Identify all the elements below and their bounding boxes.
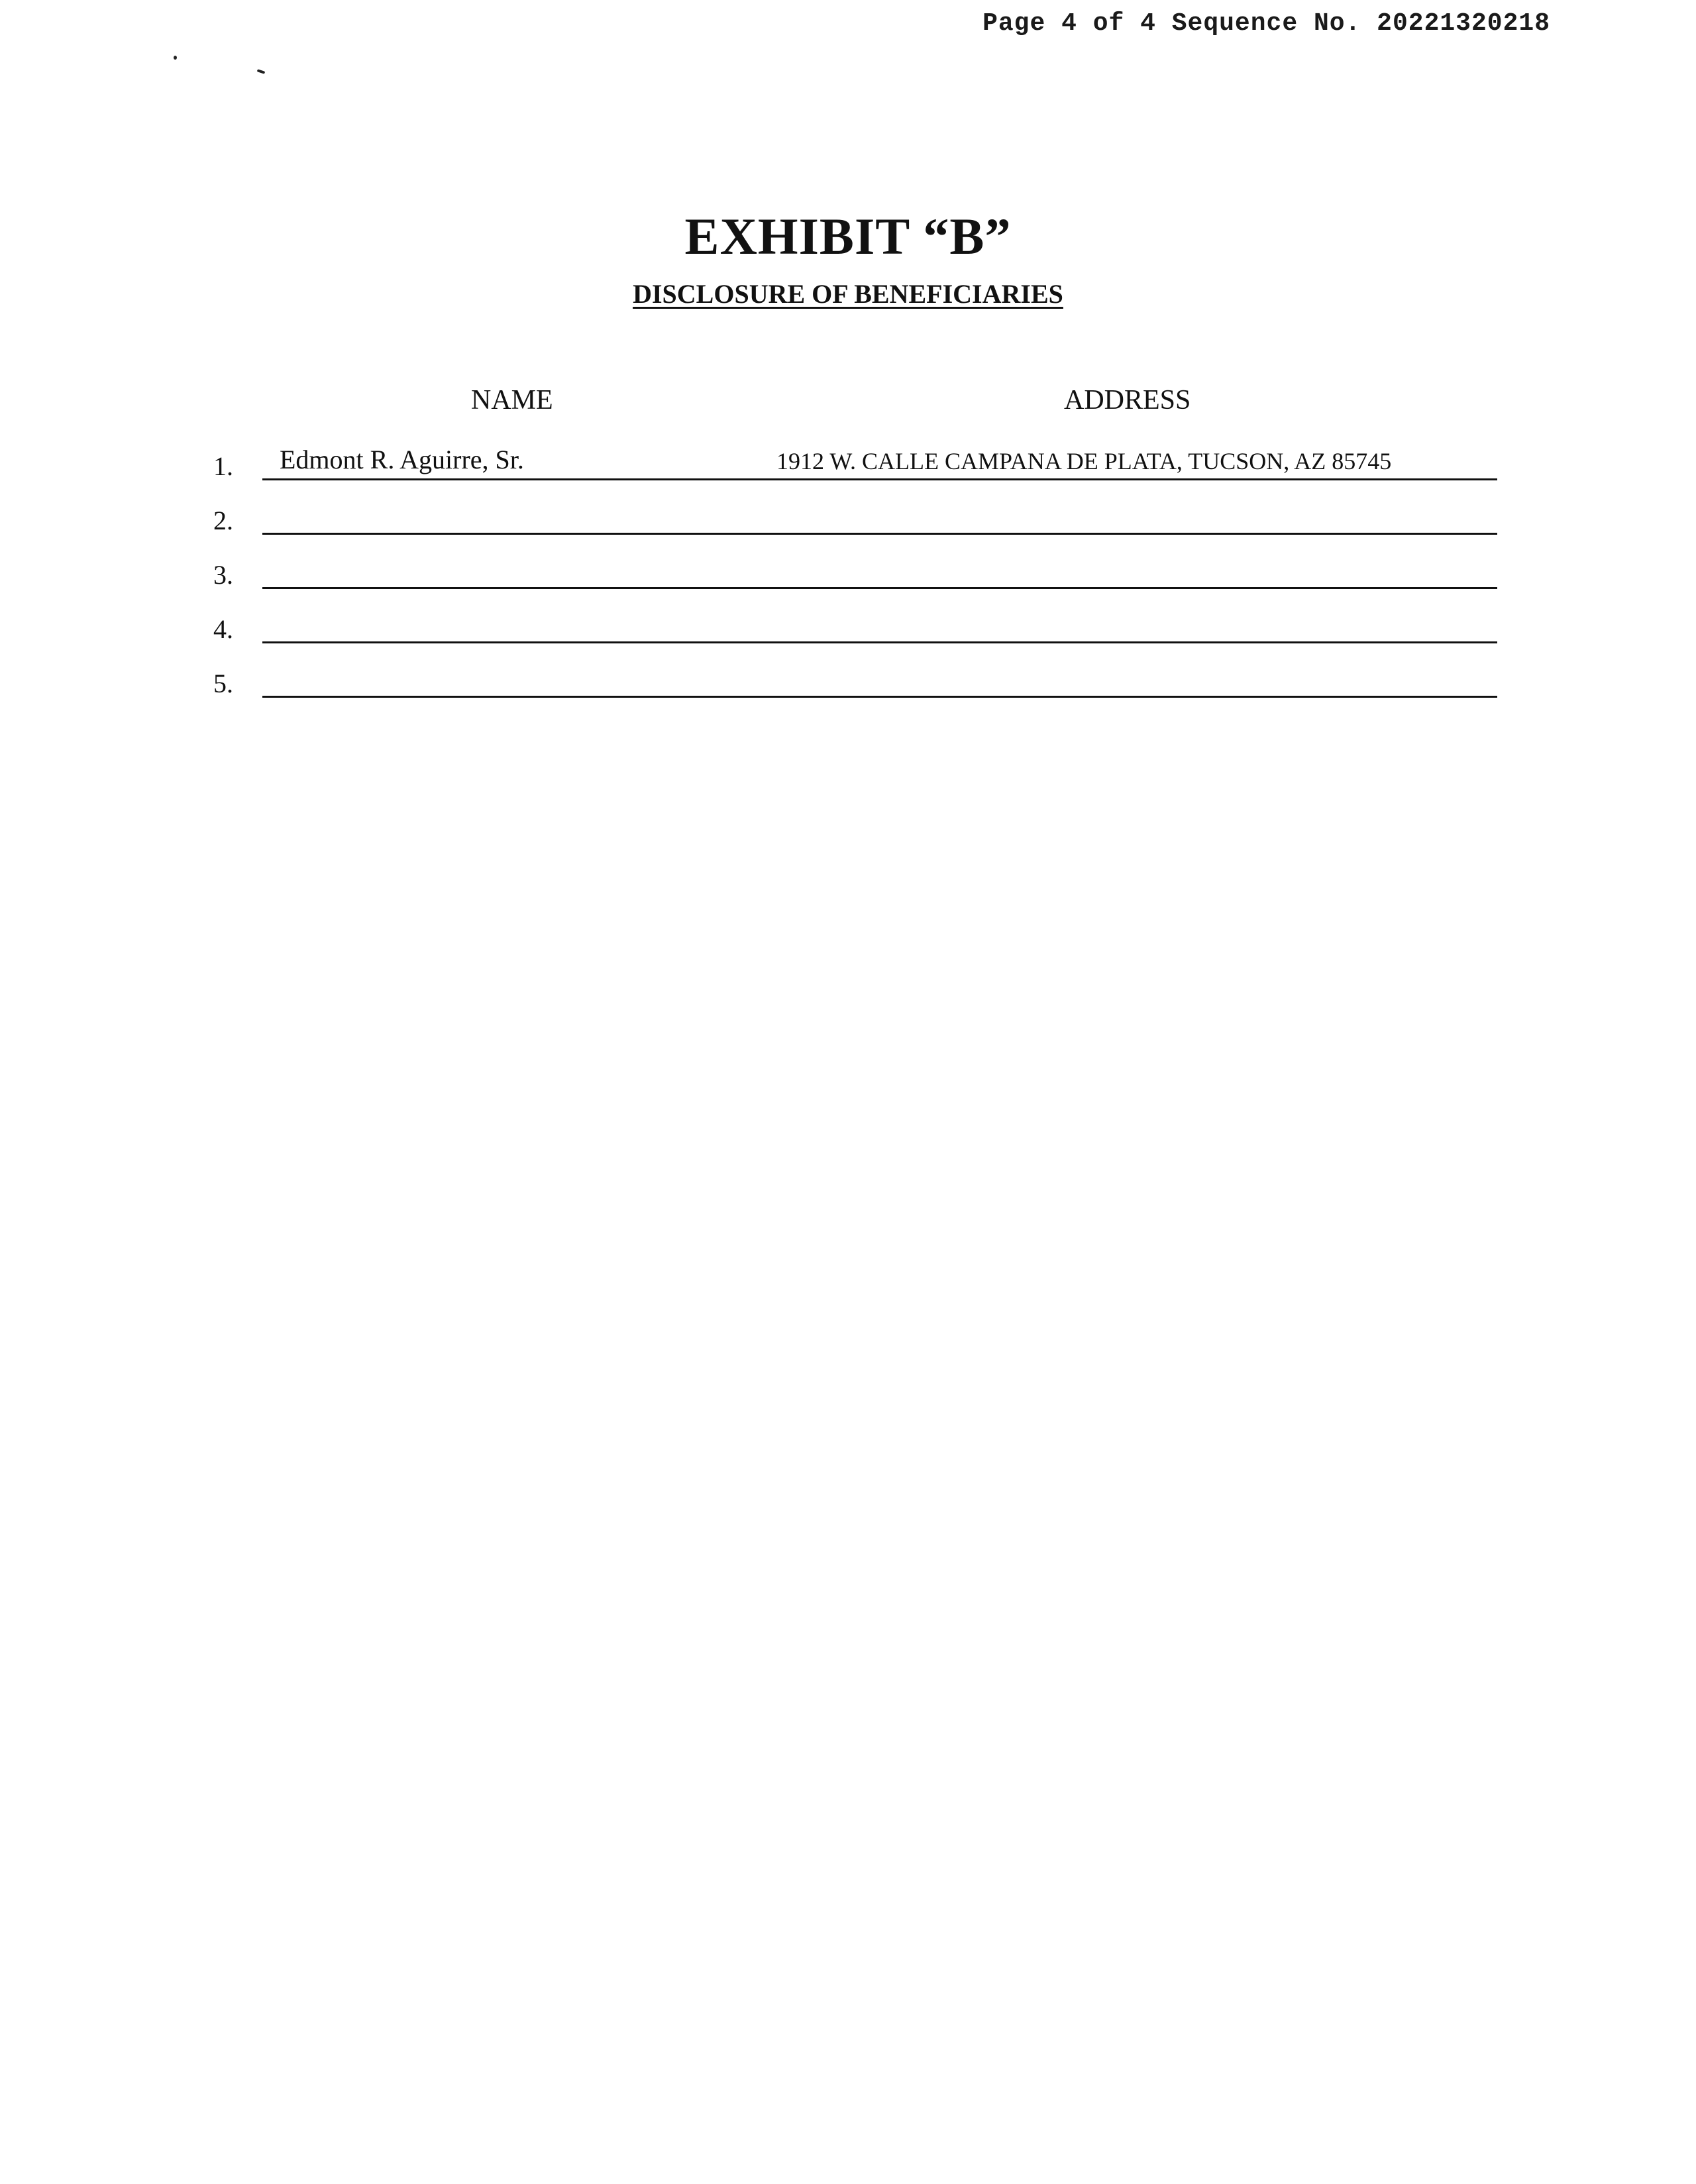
name-column-header: NAME bbox=[471, 385, 553, 415]
row-underline bbox=[262, 641, 1497, 643]
row-number: 5. bbox=[213, 669, 233, 698]
beneficiary-row bbox=[213, 434, 1497, 480]
beneficiary-row bbox=[213, 488, 1497, 535]
exhibit-title: EXHIBIT “B” bbox=[684, 207, 1012, 265]
page-sequence-header: Page 4 of 4 Sequence No. 20221320218 bbox=[982, 9, 1550, 38]
address-column-header: ADDRESS bbox=[1064, 385, 1191, 415]
row-number: 4. bbox=[213, 614, 233, 644]
beneficiary-row bbox=[213, 543, 1497, 589]
row-number: 1. bbox=[213, 451, 233, 481]
row-underline bbox=[262, 587, 1497, 589]
row-underline bbox=[262, 533, 1497, 535]
beneficiary-address: 1912 W. CALLE CAMPANA DE PLATA, TUCSON, AZ 85745 bbox=[776, 448, 1392, 474]
row-number: 3. bbox=[213, 560, 233, 590]
beneficiary-row bbox=[213, 597, 1497, 643]
beneficiary-name: Edmont R. Aguirre, Sr. bbox=[280, 445, 524, 474]
row-underline bbox=[262, 696, 1497, 698]
beneficiary-row bbox=[213, 651, 1497, 698]
exhibit-subtitle: DISCLOSURE OF BENEFICIARIES bbox=[633, 279, 1063, 309]
row-number: 2. bbox=[213, 506, 233, 535]
row-underline bbox=[262, 478, 1497, 480]
